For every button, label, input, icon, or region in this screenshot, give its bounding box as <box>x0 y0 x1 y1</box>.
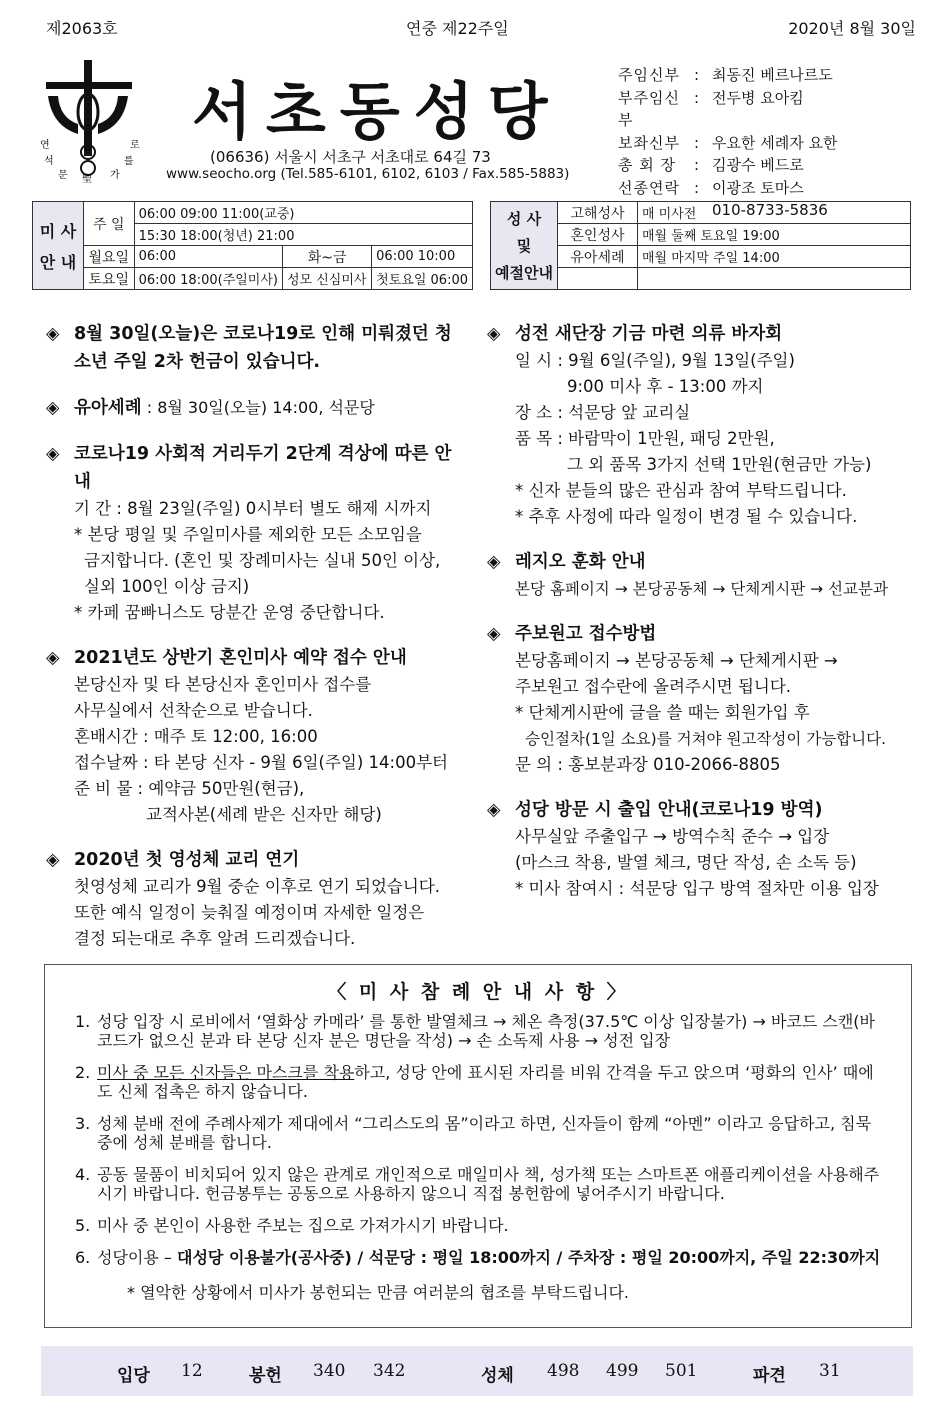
staff-row: 주임신부 : 최동진 베르나르도 <box>618 64 837 87</box>
sacrament-name: 고해성사 <box>557 202 637 224</box>
church-address: (06636) 서울시 서초구 서초대로 64길 73 <box>210 148 491 166</box>
left-column <box>46 320 466 970</box>
staff-row: 보좌신부 : 우요한 세례자 요한 <box>618 132 837 155</box>
staff-name: 김광수 베드로 <box>712 156 804 174</box>
staff-phone: 010-8733-5836 <box>712 201 828 219</box>
sunday-label: 주 일 <box>83 202 134 246</box>
notice-wedding-reservation: ◈ 2021년도 상반기 혼인미사 예약 접수 안내 본당신자 및 타 본당신자 혼인미사 접수를 사무실에서 선착순으로 받습니다. 혼배시간 : 매주 토 12:00, 16:00 접수날짜 : 타 본당 신자 - 9월 6일(주일) 14:00부터 준 비 물 : 예약금 50만원(현금), 교적사본(세례 받은 신자만 해당) <box>46 644 466 828</box>
church-name: 서초동성당 <box>192 75 562 148</box>
notice-bazaar: ◈ 성전 새단장 기금 마련 의류 바자회 일 시 : 9월 6일(주일), 9월 13일(주일) 9:00 미사 후 - 13:00 까지 장 소 : 석문당 앞 교리실 품 목 : 바람막이 1만원, 패딩 2만원, 그 외 품목 3가지 선택 1만원(현금만 가능) * 신자 분들의 많은 관심과 참여 부탁드립니다. * 추후 사정에 따라 일정이 변경 될 수 있습니다. <box>487 320 917 530</box>
staff-name: 우요한 세례자 요한 <box>712 133 838 152</box>
logo-char: 로 <box>130 140 140 151</box>
logo-char: 가 <box>110 170 120 181</box>
staff-role: 보좌신부 <box>618 133 680 152</box>
guideline-item: 2. 미사 중 모든 신자들은 마스크를 착용하고, 성당 안에 표시된 자리를 비워 간격을 두고 앉으며 ‘평화의 인사’ 때에도 신체 접촉은 하지 않습니다. <box>75 1063 874 1101</box>
issue-number: 제2063호 <box>46 19 118 38</box>
monday-label: 월요일 <box>83 246 134 268</box>
stat-value: 499 <box>606 1361 639 1381</box>
saturday-label: 토요일 <box>83 268 134 290</box>
mass-guidelines-box <box>44 964 912 1328</box>
staff-row: 총 회 장 : 김광수 베드로 <box>618 154 837 177</box>
diamond-bullet-icon: ◈ <box>46 398 60 418</box>
staff-role: 선종연락 <box>618 178 680 197</box>
church-logo <box>38 60 148 184</box>
stat-label: 파견 <box>753 1366 786 1386</box>
diamond-bullet-icon: ◈ <box>487 552 501 572</box>
diamond-bullet-icon: ◈ <box>46 324 60 344</box>
sunday-times-2: 15:30 18:00(청년) 21:00 <box>134 224 472 246</box>
tuefri-times: 06:00 10:00 <box>372 246 473 268</box>
stat-label: 입당 <box>117 1366 150 1386</box>
staff-row: 선종연락 : 이광조 토마스 <box>618 177 837 200</box>
notice-visit-guide: ◈ 성당 방문 시 출입 안내(코로나19 방역) 사무실앞 주출입구 → 방역수칙 준수 → 입장 (마스크 착용, 발열 체크, 명단 작성, 손 소독 등) * 미사 참여시 : 석문당 입구 방역 절차만 이용 입장 <box>487 796 917 902</box>
saturday-times: 06:00 18:00(주일미사) <box>134 268 282 290</box>
stat-value: 31 <box>819 1361 841 1381</box>
guideline-item: 5. 미사 중 본인이 사용한 주보는 집으로 가져가시기 바랍니다. <box>75 1216 509 1235</box>
guidelines-footnote: * 열악한 상황에서 미사가 봉헌되는 만큼 여러분의 협조를 부탁드립니다. <box>127 1283 629 1302</box>
diamond-bullet-icon: ◈ <box>487 624 501 644</box>
logo-char: 를 <box>124 156 134 167</box>
diamond-bullet-icon: ◈ <box>46 850 60 870</box>
staff-name: 최동진 베르나르도 <box>712 66 833 84</box>
mass-label: 미 사 안 내 <box>33 202 84 290</box>
guideline-item: 1. 성당 입장 시 로비에서 ‘열화상 카메라’ 를 통한 발열체크 → 체온 측정(37.5℃ 이상 입장불가) → 바코드 스캔(바코드가 없으신 분과 타 본당 신자 분은 명단을 작성) → 손 소독제 사용 → 성전 입장 <box>75 1012 876 1050</box>
bulletin-date: 2020년 8월 30일 <box>788 19 916 38</box>
staff-row: 부주임신부 : 전두병 요아킴 <box>618 87 837 132</box>
sacrament-table <box>490 201 911 290</box>
logo-char: 연 <box>40 140 50 151</box>
stat-value: 501 <box>665 1361 698 1381</box>
notice-legio: ◈ 레지오 훈화 안내 본당 홈페이지 → 본당공동체 → 단체게시판 → 선교분과 <box>487 548 917 602</box>
staff-role: 총 회 장 <box>618 156 677 174</box>
sacrament-time: 매 미사전 <box>637 202 910 224</box>
staff-list <box>618 64 837 222</box>
stat-label: 봉헌 <box>249 1366 282 1386</box>
mass-schedule-table <box>32 201 473 290</box>
header-bar <box>46 16 916 44</box>
church-contact: www.seocho.org (Tel.585-6101, 6102, 6103 / Fax.585-5883) <box>166 166 570 182</box>
saturday-marian: 성모 신심미사 <box>283 268 372 290</box>
diamond-bullet-icon: ◈ <box>46 648 60 668</box>
sacrament-time: 매월 둘째 토요일 19:00 <box>637 224 910 246</box>
stat-value: 340 <box>313 1361 346 1381</box>
notice-first-communion: ◈ 2020년 첫 영성체 교리 연기 첫영성체 교리가 9월 중순 이후로 연기 되었습니다. 또한 예식 일정이 늦춰질 예정이며 자세한 일정은 결정 되는대로 추후 알려 드리겠습니다. <box>46 846 466 952</box>
guideline-item: 4. 공동 물품이 비치되어 있지 않은 관계로 개인적으로 매일미사 책, 성가책 또는 스마트폰 애플리케이션을 사용해주시기 바랍니다. 헌금봉투는 공동으로 사용하지 않으니 직접 봉헌함에 넣어주시기 바랍니다. <box>75 1165 880 1203</box>
stat-value: 342 <box>373 1361 406 1381</box>
monday-times: 06:00 <box>134 246 282 268</box>
stat-value: 12 <box>181 1361 203 1381</box>
stat-label: 성체 <box>481 1366 514 1386</box>
diamond-bullet-icon: ◈ <box>487 800 501 820</box>
diamond-bullet-icon: ◈ <box>46 444 60 464</box>
first-saturday: 첫토요일 06:00 <box>372 268 473 290</box>
sunday-times-1: 06:00 09:00 11:00(교중) <box>134 202 472 224</box>
guideline-item: 6. 성당이용 – 대성당 이용불가(공사중) / 석문당 : 평일 18:00까지 / 주차장 : 평일 20:00까지, 주일 22:30까지 <box>75 1248 881 1267</box>
sacrament-label: 성 사 및 예절안내 <box>491 202 558 290</box>
sacrament-name: 혼인성사 <box>557 224 637 246</box>
diamond-bullet-icon: ◈ <box>487 324 501 344</box>
logo-char: 聖 <box>82 174 92 184</box>
staff-role: 주임신부 <box>618 66 680 84</box>
staff-name: 전두병 요아킴 <box>712 88 804 107</box>
tuefri-label: 화~금 <box>283 246 372 268</box>
stat-value: 498 <box>547 1361 580 1381</box>
guideline-item: 3. 성체 분배 전에 주례사제가 제대에서 “그리스도의 몸”이라고 하면, 신자들이 함께 “아멘” 이라고 응답하고, 침묵 중에 성체 분배를 합니다. <box>75 1114 872 1152</box>
staff-name: 이광조 토마스 <box>712 178 804 197</box>
staff-role: 부주임신부 <box>618 88 680 129</box>
logo-emblem-icon <box>38 60 148 184</box>
guidelines-list <box>45 1012 911 1267</box>
logo-char: 석 <box>44 156 54 167</box>
notice-infant-baptism: ◈ 유아세례 : 8월 30일(오늘) 14:00, 석문당 <box>46 394 466 422</box>
notice-youth-collection: ◈ 8월 30일(오늘)은 코로나19로 인해 미뤄졌던 청소년 주일 2차 헌금이 있습니다. <box>46 320 466 376</box>
notice-covid-distancing: ◈ 코로나19 사회적 거리두기 2단계 격상에 따른 안내 기 간 : 8월 23일(주일) 0시부터 별도 해제 시까지 * 본당 평일 및 주일미사를 제외한 모든 소모임을 금지합니다. (혼인 및 장례미사는 실내 50인 이상, 실외 100인 이상 금지) * 카페 꿈빠니스도 당분간 운영 중단합니다. <box>46 440 466 626</box>
notice-bulletin-submission: ◈ 주보원고 접수방법 본당홈페이지 → 본당공동체 → 단체게시판 → 주보원고 접수란에 올려주시면 됩니다. * 단체게시판에 글을 쓸 때는 회원가입 후 승인절차(1일 소요)를 거쳐야 원고작성이 가능합니다. 문 의 : 홍보분과장 010-2066-8805 <box>487 620 917 778</box>
sacrament-time: 매월 마지막 주일 14:00 <box>637 246 910 268</box>
liturgical-week: 연중 제22주일 <box>406 19 509 38</box>
right-column <box>487 320 917 920</box>
logo-char: 문 <box>58 170 68 181</box>
guidelines-title: 〈 미 사 참 례 안 내 사 항 〉 <box>327 981 629 1003</box>
attendance-stats <box>41 1346 913 1396</box>
sacrament-name: 유아세례 <box>557 246 637 268</box>
